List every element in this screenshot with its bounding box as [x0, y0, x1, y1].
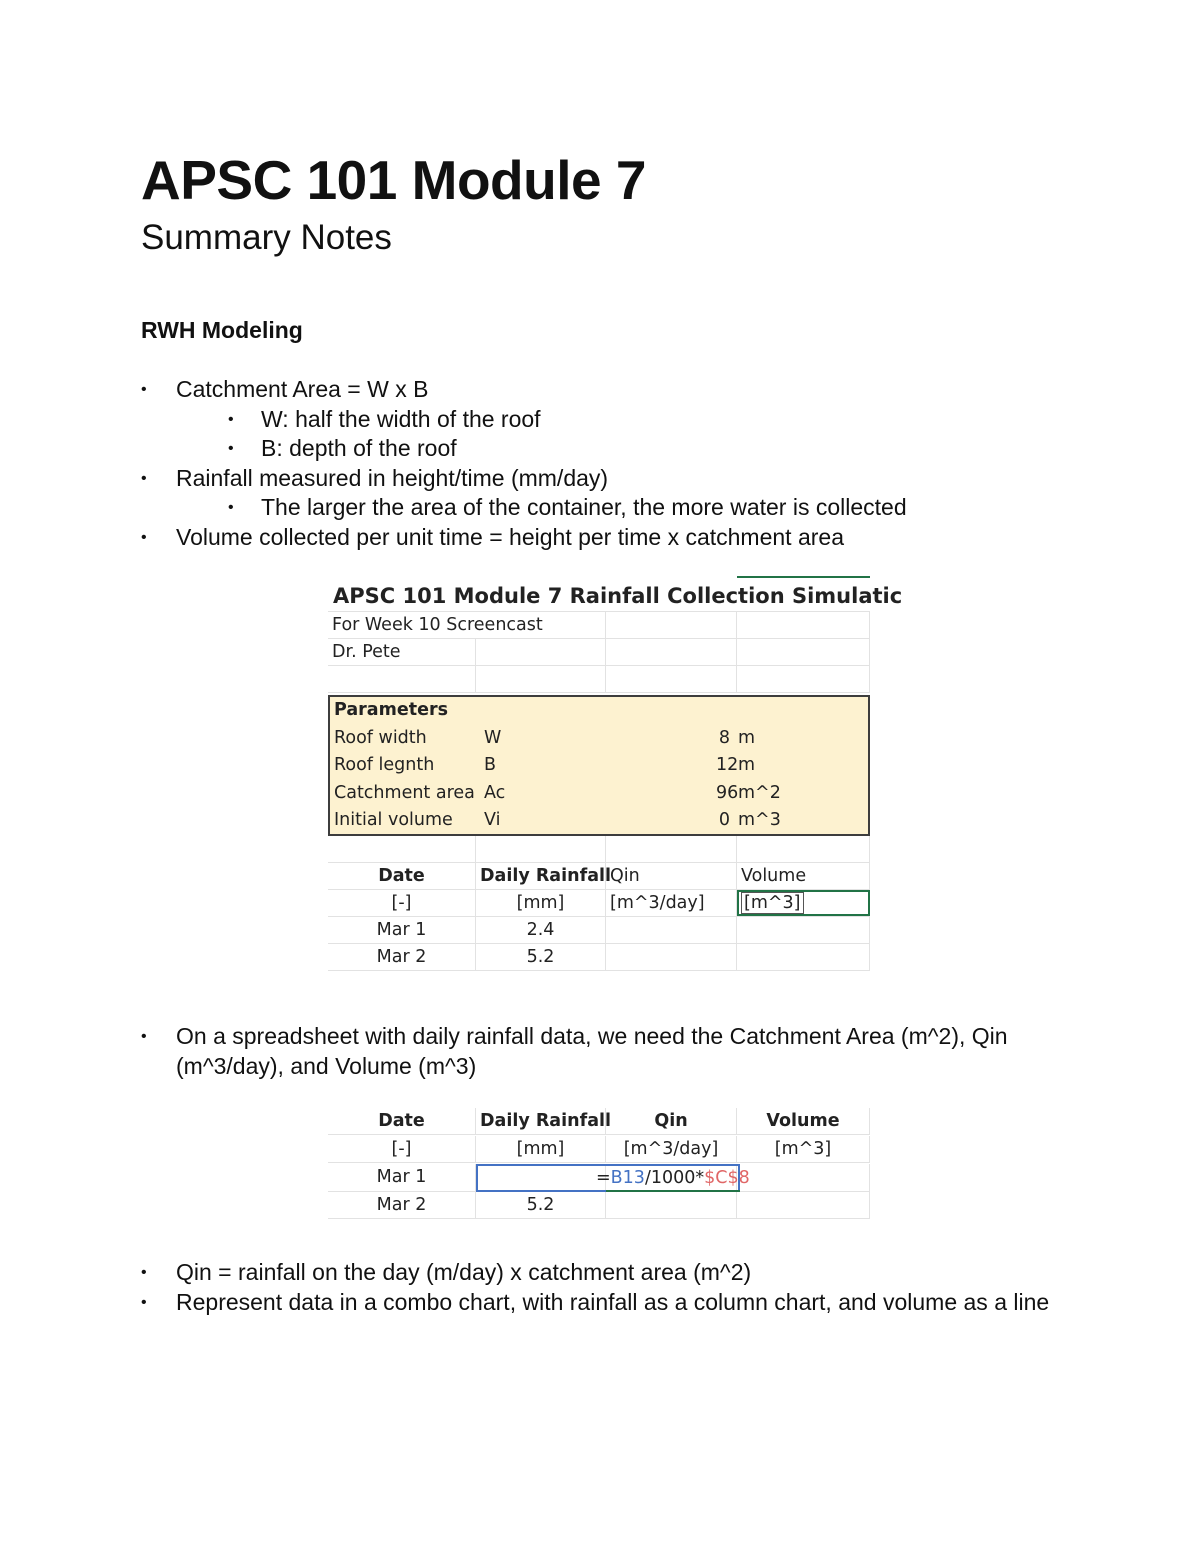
- table-row: [330, 780, 872, 808]
- sheet-cell: For Week 10 Screencast: [328, 612, 606, 638]
- spreadsheet-screenshot-2: [328, 1107, 870, 1222]
- param-symbol: B: [484, 755, 497, 775]
- unit-cell: [mm]: [476, 1136, 606, 1162]
- date-cell: Mar 1: [328, 1164, 476, 1191]
- table-row: [328, 666, 870, 693]
- sheet-cell: [476, 639, 606, 665]
- sheet-cell: [737, 612, 870, 638]
- column-header: Qin: [606, 1108, 737, 1134]
- param-unit: m: [738, 755, 756, 775]
- list-item: • Catchment Area = W x B: [141, 375, 1071, 405]
- param-unit: m^3: [738, 810, 781, 830]
- parameters-heading: Parameters: [334, 700, 448, 720]
- list-item: • On a spreadsheet with daily rainfall data, we need the Catchment Area (m^2), Qin (m^3/day), and Volume (m^3): [141, 1022, 1071, 1081]
- unit-cell: [m^3/day]: [606, 890, 737, 916]
- param-unit: m^2: [738, 782, 781, 803]
- sheet-cell: [737, 836, 870, 862]
- table-row: [328, 836, 870, 863]
- column-header: Volume: [737, 863, 870, 889]
- list-item: • Rainfall measured in height/time (mm/day): [141, 464, 1071, 494]
- list-item: • The larger the area of the container, the more water is collected: [141, 493, 1071, 523]
- column-header: Date: [328, 1108, 476, 1134]
- param-symbol: W: [484, 727, 502, 748]
- param-name: Initial volume: [334, 810, 453, 830]
- table-row: [328, 639, 870, 666]
- param-value: 96: [716, 782, 739, 803]
- unit-cell: [mm]: [476, 890, 606, 916]
- sheet-cell: [737, 917, 870, 943]
- list-item: • Represent data in a combo chart, with rainfall as a column chart, and volume as a line: [141, 1288, 1071, 1318]
- column-header: Qin: [606, 863, 737, 889]
- date-cell: Mar 2: [328, 1192, 476, 1218]
- param-value: 0: [718, 810, 730, 830]
- column-header: Date: [328, 863, 476, 889]
- param-symbol: Ac: [484, 782, 506, 803]
- date-cell: Mar 1: [328, 917, 476, 943]
- parameters-block: [328, 695, 870, 836]
- sheet-title: APSC 101 Module 7 Rainfall Collection Simulatic: [333, 584, 903, 608]
- unit-cell: [m^3/day]: [606, 1136, 737, 1162]
- table-row: [328, 944, 870, 971]
- table-header-row: [328, 863, 870, 890]
- column-header: Volume: [737, 1108, 870, 1134]
- sheet-cell: [606, 1192, 737, 1218]
- param-symbol: Vi: [484, 810, 501, 830]
- rainfall-cell: 5.2: [476, 944, 606, 970]
- table-row: [328, 1192, 870, 1219]
- param-value: 12: [716, 755, 739, 775]
- date-cell: Mar 2: [328, 944, 476, 970]
- param-unit: m: [738, 727, 756, 748]
- table-units-row: [328, 890, 870, 917]
- rainfall-cell: 5.2: [476, 1192, 606, 1218]
- table-row: [330, 697, 872, 725]
- formula-operator: /1000*: [644, 1168, 705, 1188]
- sheet-cell: [476, 666, 606, 692]
- sheet-cell: [606, 639, 737, 665]
- table-units-row: [328, 1136, 870, 1163]
- sheet-cell: Dr. Pete: [328, 639, 476, 665]
- bullet-list-rwh: [141, 375, 1071, 552]
- table-row: [328, 612, 870, 639]
- list-item: • Qin = rainfall on the day (m/day) x catchment area (m^2): [141, 1258, 1071, 1288]
- param-name: Roof legnth: [334, 755, 435, 775]
- selected-cell[interactable]: [737, 890, 870, 916]
- sheet-cell: [606, 944, 737, 970]
- unit-cell: [-]: [328, 890, 476, 916]
- formula-ref-c8: $C$8: [704, 1168, 750, 1188]
- sheet-cell: [606, 917, 737, 943]
- param-value: 8: [718, 727, 730, 748]
- list-item: • B: depth of the roof: [141, 434, 1071, 464]
- table-row: [330, 752, 872, 780]
- param-name: Roof width: [334, 727, 427, 748]
- table-row: [330, 807, 872, 835]
- editing-text: [m^3]: [741, 892, 804, 914]
- section-heading: RWH Modeling: [141, 317, 303, 343]
- bullet-list-spreadsheet: [141, 1022, 1071, 1081]
- formula-input[interactable]: [596, 1164, 750, 1192]
- table-row: [330, 725, 872, 753]
- unit-cell: [m^3]: [737, 1136, 870, 1162]
- page-subtitle: Summary Notes: [141, 218, 392, 257]
- table-row: [328, 576, 903, 612]
- sheet-cell: [476, 836, 606, 862]
- sheet-cell: [328, 836, 476, 862]
- spreadsheet-screenshot-1: [328, 576, 903, 976]
- table-header-row: [328, 1108, 870, 1135]
- sheet-cell: [606, 836, 737, 862]
- sheet-cell: [737, 639, 870, 665]
- sheet-cell: [606, 612, 737, 638]
- sheet-cell: [737, 666, 870, 692]
- sheet-cell: [328, 666, 476, 692]
- sheet-cell: [737, 1192, 870, 1218]
- unit-cell: [-]: [328, 1136, 476, 1162]
- formula-equals: =: [596, 1168, 611, 1188]
- formula-ref-b13: B13: [610, 1168, 645, 1188]
- param-name: Catchment area: [334, 782, 475, 803]
- list-item: • Volume collected per unit time = height per time x catchment area: [141, 523, 1071, 553]
- rainfall-cell: 2.4: [476, 917, 606, 943]
- column-header: Daily Rainfall: [476, 1108, 606, 1134]
- column-header: Daily Rainfall: [476, 863, 606, 889]
- page-title: APSC 101 Module 7: [141, 149, 646, 211]
- sheet-cell: [737, 944, 870, 970]
- table-row: [328, 917, 870, 944]
- sheet-cell: [606, 666, 737, 692]
- bullet-list-qin: [141, 1258, 1071, 1317]
- sheet-cell: [737, 1164, 870, 1191]
- list-item: • W: half the width of the roof: [141, 405, 1071, 435]
